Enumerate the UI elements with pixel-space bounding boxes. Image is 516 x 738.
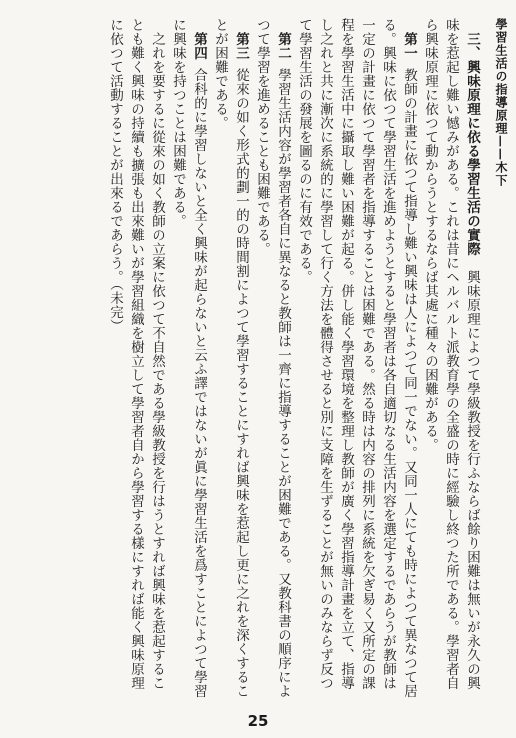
section-intro-text: 興味原理によつて學級教授を行ふならば餘り困難は無いが永久の興味を惹起し難い憾みがある。これは昔にヘルバルト派教育學の全盛の時に經驗し終つた所である。學習者自ら興味原理に依つて動からうとするならば其處に種々の困難がある。 bbox=[422, 18, 480, 690]
item-label-3: 第三 bbox=[233, 31, 249, 60]
item-paragraph-4 bbox=[167, 18, 209, 698]
section-heading: 三、興味原理に依る學習生活の實際 bbox=[464, 31, 480, 256]
item-paragraph-2 bbox=[251, 18, 293, 698]
item-text-1: 教師の計畫に依つて指導し難い興味は人によつて同一でない。又同一人にても時によつて異なつて居る。興味に依つて學習生活を進めようとすると學習者は各自適切なる生活内容を選定するであらうが教師は一定の計畫に依つて學習者を指導することは困難である。然る時は内容の排列に系統を欠ぎ易く又所定の課程を學習生活中に攝取し難い困難が起る。併し能く學習環境を整理し教師が廣く學習指導計畫を立て、指導し之れと共に漸次に系統的に學習して行く方法を體得させると別に支障を生ずることが無いのみならず反つて學習生活の發展を圖るのに有效である。 bbox=[296, 18, 417, 698]
conclusion-paragraph: 之れを要するに從來の如く教師の立案に依つて不自然である學級教授を行はうとすれば興味を惹起することも難く興味の持續も擴張も出來難いが學習組織を樹立して學習者自から學習する樣にすれば能く興味原理に依つて活動することが出來るであらう。（未完） bbox=[107, 18, 165, 690]
item-label-2: 第二 bbox=[275, 31, 291, 60]
item-text-3: 從來の如く形式的劃一的の時間割によつて學習することにすれば興味を惹起し更に之れを深くすることが困難である。 bbox=[212, 18, 249, 698]
running-header: 學習生活の指導原理——木下 bbox=[494, 18, 508, 187]
item-text-4: 合科的に學習しないと全く興味が起らないと云ふ譯ではないが眞に學習生活を爲すことによつて學習に興味を持つことは困難である。 bbox=[170, 18, 207, 698]
item-label-1: 第一 bbox=[401, 31, 417, 60]
item-label-4: 第四 bbox=[191, 31, 207, 60]
item-paragraph-3 bbox=[209, 18, 251, 698]
body-text bbox=[12, 18, 482, 698]
item-paragraph-1 bbox=[293, 18, 419, 698]
section-intro-paragraph bbox=[419, 18, 482, 698]
page-number: 25 bbox=[247, 712, 269, 730]
item-text-2: 學習生活内容が學習者各自に異なると教師は一齊に指導することが困難である。又教科書の順序によつて學習を進めることも困難である。 bbox=[254, 18, 291, 698]
